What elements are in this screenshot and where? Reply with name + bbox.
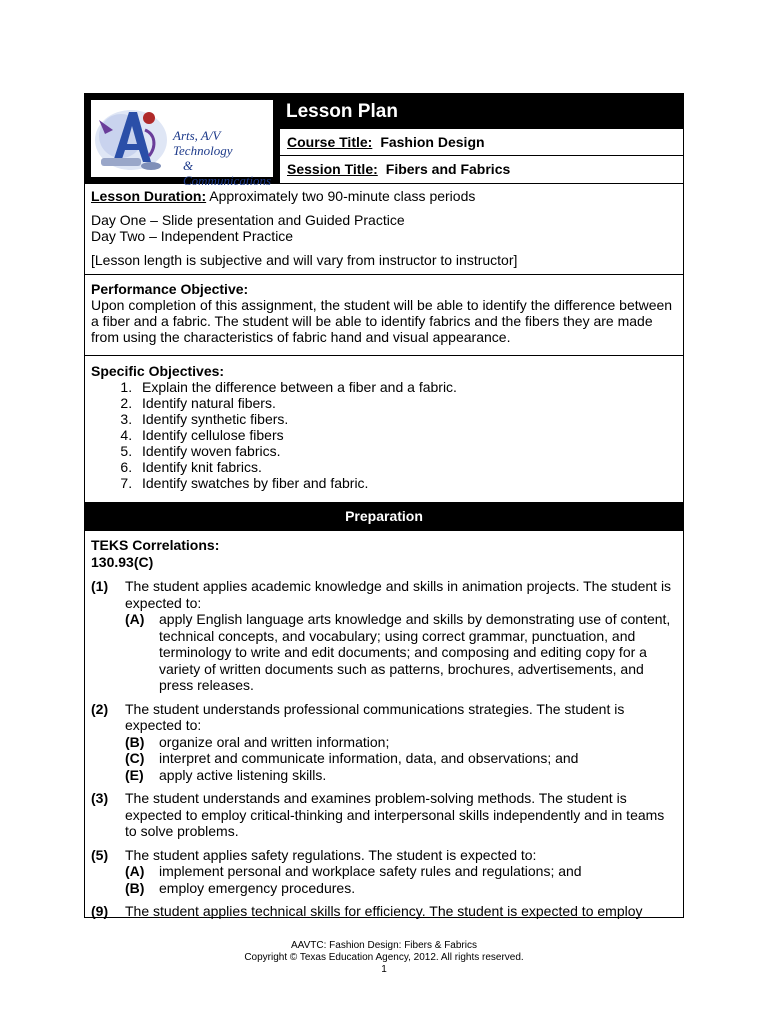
standard-number: (2): [91, 700, 109, 717]
lesson-length-note: [Lesson length is subjective and will vary from instructor to instructor]: [91, 252, 518, 268]
standard-sub-item: [125, 611, 677, 694]
lesson-duration-label: Lesson Duration:: [91, 188, 207, 204]
session-title-label: Session Title:: [287, 161, 378, 177]
performance-objective-section: [85, 275, 683, 356]
sub-item-label: (C): [125, 750, 145, 766]
session-title-value: Fibers and Fabrics: [385, 161, 511, 177]
sub-item-label: (A): [125, 863, 145, 879]
teks-standard: [91, 903, 677, 920]
sub-item-label: (B): [125, 733, 145, 750]
list-item: 4. Identify cellulose fibers: [136, 427, 677, 443]
performance-objective-heading: Performance Objective:: [91, 281, 249, 297]
course-title-value: Fashion Design: [380, 134, 485, 150]
list-item: 5. Identify woven fabrics.: [136, 443, 677, 459]
standard-sub-item: [125, 734, 677, 751]
preparation-bar: Preparation: [85, 503, 683, 531]
teks-heading: TEKS Correlations:: [91, 537, 220, 553]
list-item: 6. Identify knit fabrics.: [136, 459, 677, 475]
course-title-row: [279, 129, 683, 156]
logo-wordmark: [173, 128, 273, 188]
teks-standard: [91, 578, 677, 694]
teks-code: 130.93(C): [91, 553, 154, 570]
teks-section: [85, 531, 683, 920]
sub-item-text: employ emergency procedures.: [159, 879, 356, 896]
standard-sub-item: [125, 767, 677, 784]
teks-standard: [91, 701, 677, 784]
sub-item-text: apply active listening skills.: [159, 766, 327, 783]
list-item: 7. Identify swatches by fiber and fabric.: [136, 475, 677, 491]
sub-item-text: apply English language arts knowledge and skills by demonstrating use of content, technical concepts, and vocabulary; using correct grammar, punctuation, and terminology to write and edit documents; and composing and editing copy for a variety of written documents such as patterns, brochures, advertisements, and press releases.: [159, 611, 671, 693]
lesson-plan-document: [84, 93, 684, 918]
list-item: 2. Identify natural fibers.: [136, 395, 677, 411]
performance-objective-text: Upon completion of this assignment, the student will be able to identify the difference between a fiber and a fabric. The student will be able to identify fabrics and the fibers they are made from using the characteristics of fabric hand and visual appearance.: [91, 297, 673, 345]
footer-copyright: Copyright © Texas Education Agency, 2012. All rights reserved.: [244, 952, 524, 963]
specific-objectives-heading: Specific Objectives:: [91, 363, 225, 379]
teks-standard: [91, 790, 677, 840]
sub-item-label: (A): [125, 611, 145, 627]
sub-item-text: interpret and communicate information, data, and observations; and: [159, 750, 579, 766]
aavtc-logo: [91, 100, 273, 188]
lesson-duration-value: Approximately two 90-minute class periods: [206, 188, 476, 204]
standard-text: The student applies safety regulations. The student is expected to:: [125, 846, 537, 863]
sub-item-text: organize oral and written information;: [159, 733, 390, 750]
header-block: [85, 94, 683, 188]
standard-sub-item: [125, 863, 677, 880]
session-title-row: [279, 156, 683, 183]
standard-text: The student understands professional communications strategies. The student is expected to:: [125, 700, 625, 733]
list-item: 1. Explain the difference between a fiber and a fabric.: [136, 379, 677, 395]
standard-text: The student applies academic knowledge and skills in animation projects. The student is expected to:: [125, 578, 672, 611]
sub-item-text: implement personal and workplace safety rules and regulations; and: [159, 863, 582, 879]
standard-text: The student understands and examines problem-solving methods. The student is expected to employ critical-thinking and interpersonal skills independently and in teams to solve problems.: [125, 790, 665, 839]
page-number: 1: [381, 964, 387, 975]
standard-number: (3): [91, 790, 109, 806]
teks-heading-block: [91, 537, 677, 570]
specific-objectives-section: [85, 356, 683, 503]
standard-text: The student applies technical skills for efficiency. The student is expected to employ: [125, 903, 643, 919]
day-two-text: Day Two – Independent Practice: [91, 228, 294, 244]
standard-sub-item: [125, 750, 677, 767]
standard-number: (9): [91, 903, 109, 919]
day-one-text: Day One – Slide presentation and Guided Practice: [91, 212, 405, 228]
title-column: [279, 94, 683, 183]
sub-item-label: (B): [125, 879, 145, 896]
logo-cell: [85, 94, 279, 188]
logo-text-line1: Arts, A/V Technology: [173, 128, 233, 158]
standard-sub-item: [125, 880, 677, 897]
course-title-label: Course Title:: [287, 134, 373, 150]
logo-text-line2: & Communications: [183, 158, 272, 188]
page-footer: [0, 940, 768, 976]
standard-number: (5): [91, 846, 109, 863]
list-item: 3. Identify synthetic fibers.: [136, 411, 677, 427]
specific-objectives-list: [91, 379, 677, 491]
lesson-duration-section: [85, 184, 683, 275]
standard-number: (1): [91, 578, 109, 594]
sub-item-label: (E): [125, 766, 144, 783]
teks-standard: [91, 847, 677, 897]
page-title: Lesson Plan: [279, 94, 683, 129]
footer-title: AAVTC: Fashion Design: Fibers & Fabrics: [291, 940, 477, 951]
